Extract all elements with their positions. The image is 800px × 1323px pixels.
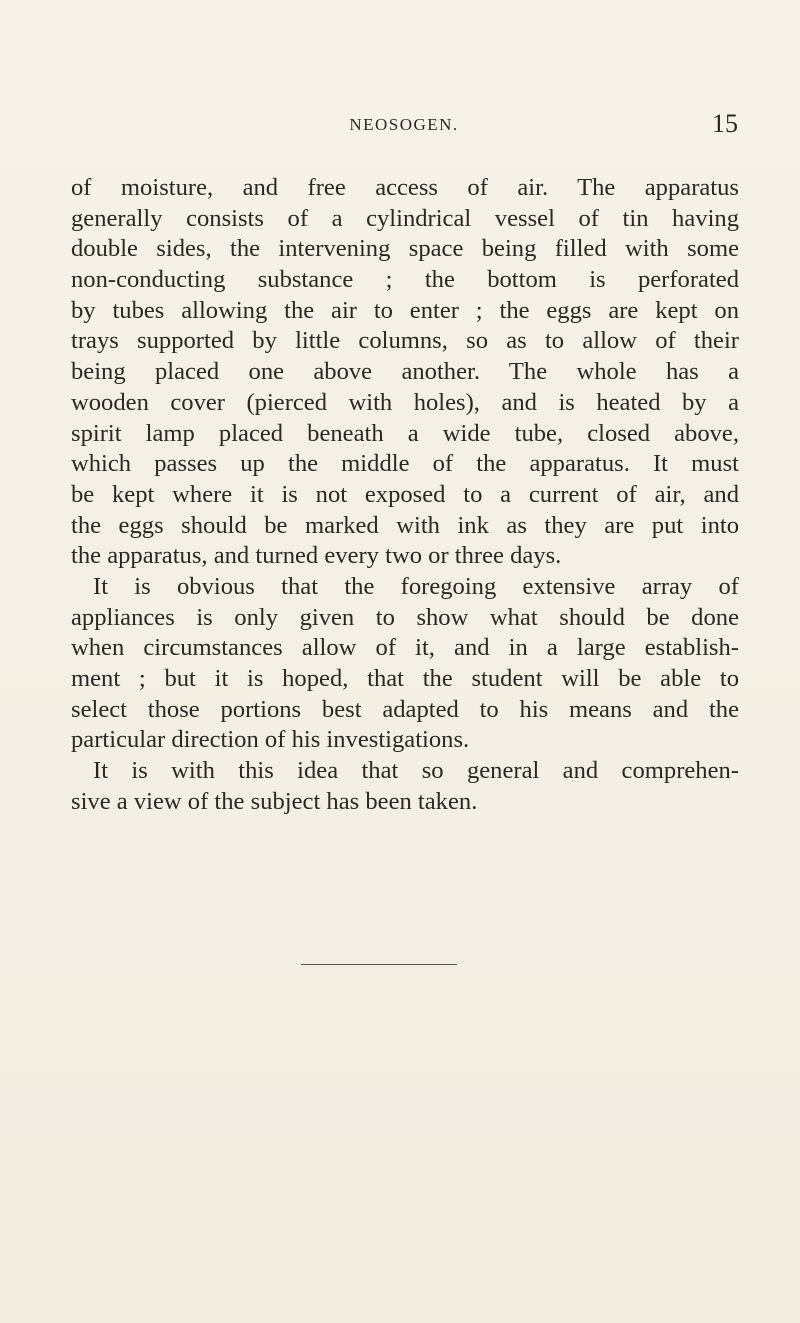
text-line: which passes up the middle of the apparatus. It must	[71, 450, 739, 478]
text-line: being placed one above another. The whole has a	[71, 358, 739, 386]
text-line: of moisture, and free access of air. The apparatus	[71, 174, 739, 201]
body-text	[71, 173, 739, 817]
text-line: It is with this idea that so general and comprehen-	[93, 757, 739, 785]
text-line: the eggs should be marked with ink as they are put into	[71, 511, 739, 539]
text-line: trays supported by little columns, so as to allow of their	[71, 327, 739, 355]
text-line: the apparatus, and turned every two or three days.	[71, 542, 562, 570]
end-rule	[301, 964, 457, 965]
text-line: select those portions best adapted to his means and the	[71, 695, 739, 723]
text-line: be kept where it is not exposed to a current of air, and	[71, 480, 739, 508]
text-line: when circumstances allow of it, and in a large establish-	[71, 634, 739, 662]
text-line: generally consists of a cylindrical vessel of tin having	[71, 204, 739, 232]
text-line: non-conducting substance ; the bottom is perforated	[71, 266, 739, 294]
text-line: double sides, the intervening space being filled with some	[71, 235, 739, 263]
text-line: particular direction of his investigations.	[71, 726, 470, 754]
running-title: NEOSOGEN.	[349, 115, 459, 134]
text-line: wooden cover (pierced with holes), and is heated by a	[71, 388, 739, 416]
text-line: It is obvious that the foregoing extensive array of	[93, 572, 739, 600]
text-line: appliances is only given to show what should be done	[71, 603, 739, 631]
page-number: 15	[712, 109, 738, 138]
text-line: sive a view of the subject has been taken.	[71, 787, 478, 815]
text-line: by tubes allowing the air to enter ; the eggs are kept on	[71, 296, 739, 324]
running-head	[70, 109, 738, 138]
text-line: ment ; but it is hoped, that the student will be able to	[71, 665, 739, 692]
text-line: spirit lamp placed beneath a wide tube, closed above,	[71, 419, 739, 447]
